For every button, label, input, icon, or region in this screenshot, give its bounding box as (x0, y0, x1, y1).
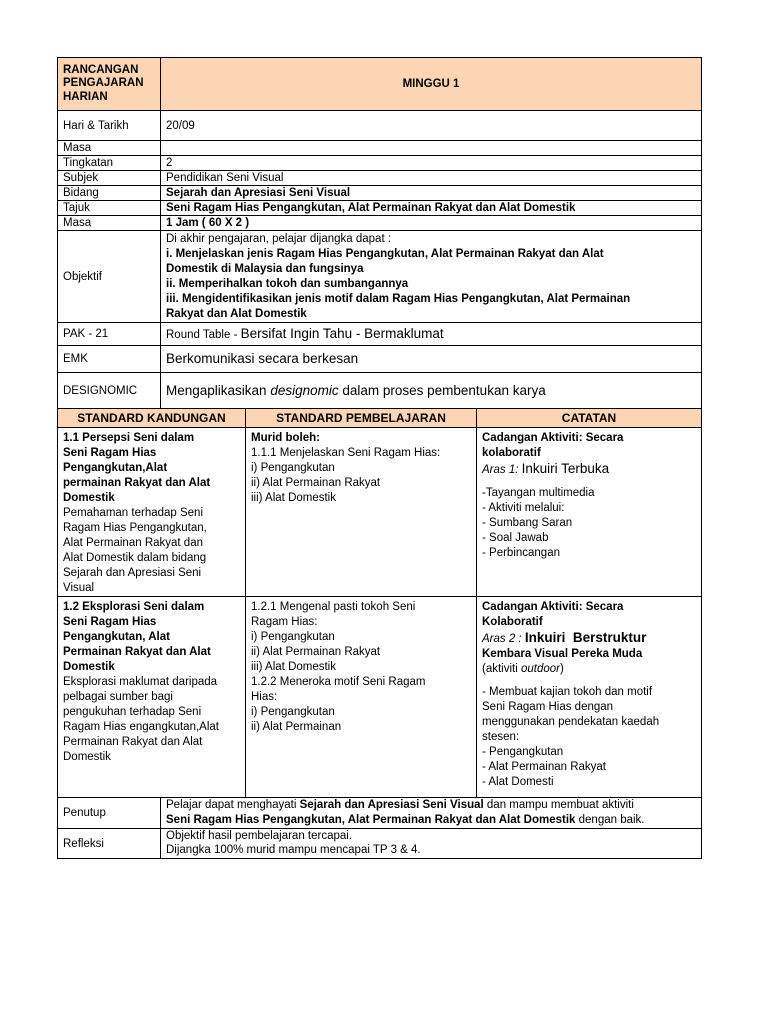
kembara-title: Kembara Visual Pereka Muda (482, 648, 643, 660)
info-label-hari: Hari & Tarikh (58, 111, 161, 141)
emk-label: EMK (58, 346, 161, 373)
objektif-item: Rakyat dan Alat Domestik (166, 308, 307, 320)
aras-1: Aras 1: Inkuiri Terbuka (482, 461, 610, 476)
designomic-italic: designomic (270, 382, 339, 398)
plan-title: RANCANGAN PENGAJARAN HARIAN (58, 58, 161, 111)
sk-cell-2: 1.2 Eksplorasi Seni dalam Seni Ragam Hias Pengangkutan, Alat Permainan Rakyat dan Alat Domestik Eksplorasi maklumat daripada pelbagai sumber bagi pengukuhan terhadap Seni Ragam Hias engangkutan,Alat Permainan Rakyat dan Alat Domestik (58, 597, 246, 798)
emk-value: Berkomunikasi secara berkesan (161, 346, 702, 373)
week-label: MINGGU 1 (161, 58, 702, 111)
pak-text: Bersifat Ingin Tahu - Bermaklumat (240, 325, 444, 341)
info-value-subjek: Pendidikan Seni Visual (161, 171, 702, 186)
objektif-intro: Di akhir pengajaran, pelajar dijangka dapat : (166, 233, 392, 245)
closing-table (57, 797, 702, 859)
sp-cell-2: 1.2.1 Mengenal pasti tokoh Seni Ragam Hias: i) Pengangkutan ii) Alat Permainan Rakyat iii) Alat Domestik 1.2.2 Meneroka motif Seni Ragam Hias: i) Pengangkutan ii) Alat Permainan (246, 597, 477, 798)
designomic-value: Mengaplikasikan designomic dalam proses pembentukan karya (161, 373, 702, 409)
objektif-item: Domestik di Malaysia dan fungsinya (166, 263, 364, 275)
lesson-plan-sheet (57, 57, 702, 859)
refleksi-value: Objektif hasil pembelajaran tercapai. Dijangka 100% murid mampu mencapai TP 3 & 4. (161, 829, 702, 859)
header-standard-pembelajaran: STANDARD PEMBELAJARAN (246, 409, 477, 428)
info-value-masa-jam: 1 Jam ( 60 X 2 ) (161, 216, 702, 231)
info-label-tingkatan: Tingkatan (58, 156, 161, 171)
lesson-info-table (57, 57, 702, 409)
info-value-tingkatan: 2 (161, 156, 702, 171)
sp-cell-1: Murid boleh: 1.1.1 Menjelaskan Seni Ragam Hias: i) Pengangkutan ii) Alat Permainan Rakyat iii) Alat Domestik (246, 428, 477, 597)
pak-label: PAK - 21 (58, 323, 161, 346)
objektif-item: iii. Mengidentifikasikan jenis motif dalam Ragam Hias Pengangkutan, Alat Permainan (166, 293, 631, 305)
info-label-masa-jam: Masa (58, 216, 161, 231)
aras-2: Aras 2 : Inkuiri Berstruktur (482, 630, 647, 645)
objektif-item: i. Menjelaskan jenis Ragam Hias Pengangkutan, Alat Permainan Rakyat dan Alat (166, 248, 604, 260)
header-catatan: CATATAN (477, 409, 702, 428)
sk-cell-1: 1.1 Persepsi Seni dalam Seni Ragam Hias Pengangkutan,Alat permainan Rakyat dan Alat Domestik Pemahaman terhadap Seni Ragam Hias Pengangkutan, Alat Permainan Rakyat dan Alat Domestik dalam bidang Sejarah dan Apresiasi Seni Visual (58, 428, 246, 597)
standards-table (57, 408, 702, 798)
info-label-masa: Masa (58, 141, 161, 156)
designomic-label: DESIGNOMIC (58, 373, 161, 409)
pak-value (161, 323, 702, 346)
info-value-bidang: Sejarah dan Apresiasi Seni Visual (161, 186, 702, 201)
info-label-tajuk: Tajuk (58, 201, 161, 216)
objektif-label: Objektif (58, 231, 161, 323)
refleksi-label: Refleksi (58, 829, 161, 859)
objektif-content (161, 231, 702, 323)
info-value-tajuk: Seni Ragam Hias Pengangkutan, Alat Permainan Rakyat dan Alat Domestik (161, 201, 702, 216)
objektif-item: ii. Memperihalkan tokoh dan sumbangannya (166, 278, 409, 290)
info-label-subjek: Subjek (58, 171, 161, 186)
catatan-cell-2: Cadangan Aktiviti: Secara Kolaboratif Aras 2 : Inkuiri Berstruktur Kembara Visual Pereka Muda (aktiviti outdoor) - Membuat kajian tokoh dan motif Seni Ragam Hias dengan menggunakan pendekatan kaedah stesen: - Pengangkutan - Alat Permainan Rakyat - Alat Domesti (477, 597, 702, 798)
header-standard-kandungan: STANDARD KANDUNGAN (58, 409, 246, 428)
aktiviti-outdoor: (aktiviti outdoor) (482, 663, 564, 675)
penutup-value: Pelajar dapat menghayati Sejarah dan Apresiasi Seni Visual dan mampu membuat aktiviti Seni Ragam Hias Pengangkutan, Alat Permainan Rakyat dan Alat Domestik dengan baik. (161, 798, 702, 829)
info-label-bidang: Bidang (58, 186, 161, 201)
penutup-label: Penutup (58, 798, 161, 829)
info-value-masa (161, 141, 702, 156)
info-value-hari: 20/09 (161, 111, 702, 141)
catatan-cell-1: Cadangan Aktiviti: Secara kolaboratif Aras 1: Inkuiri Terbuka -Tayangan multimedia - Aktiviti melalui: - Sumbang Saran - Soal Jawab - Perbincangan (477, 428, 702, 597)
pak-prefix: Round Table - (166, 328, 241, 341)
